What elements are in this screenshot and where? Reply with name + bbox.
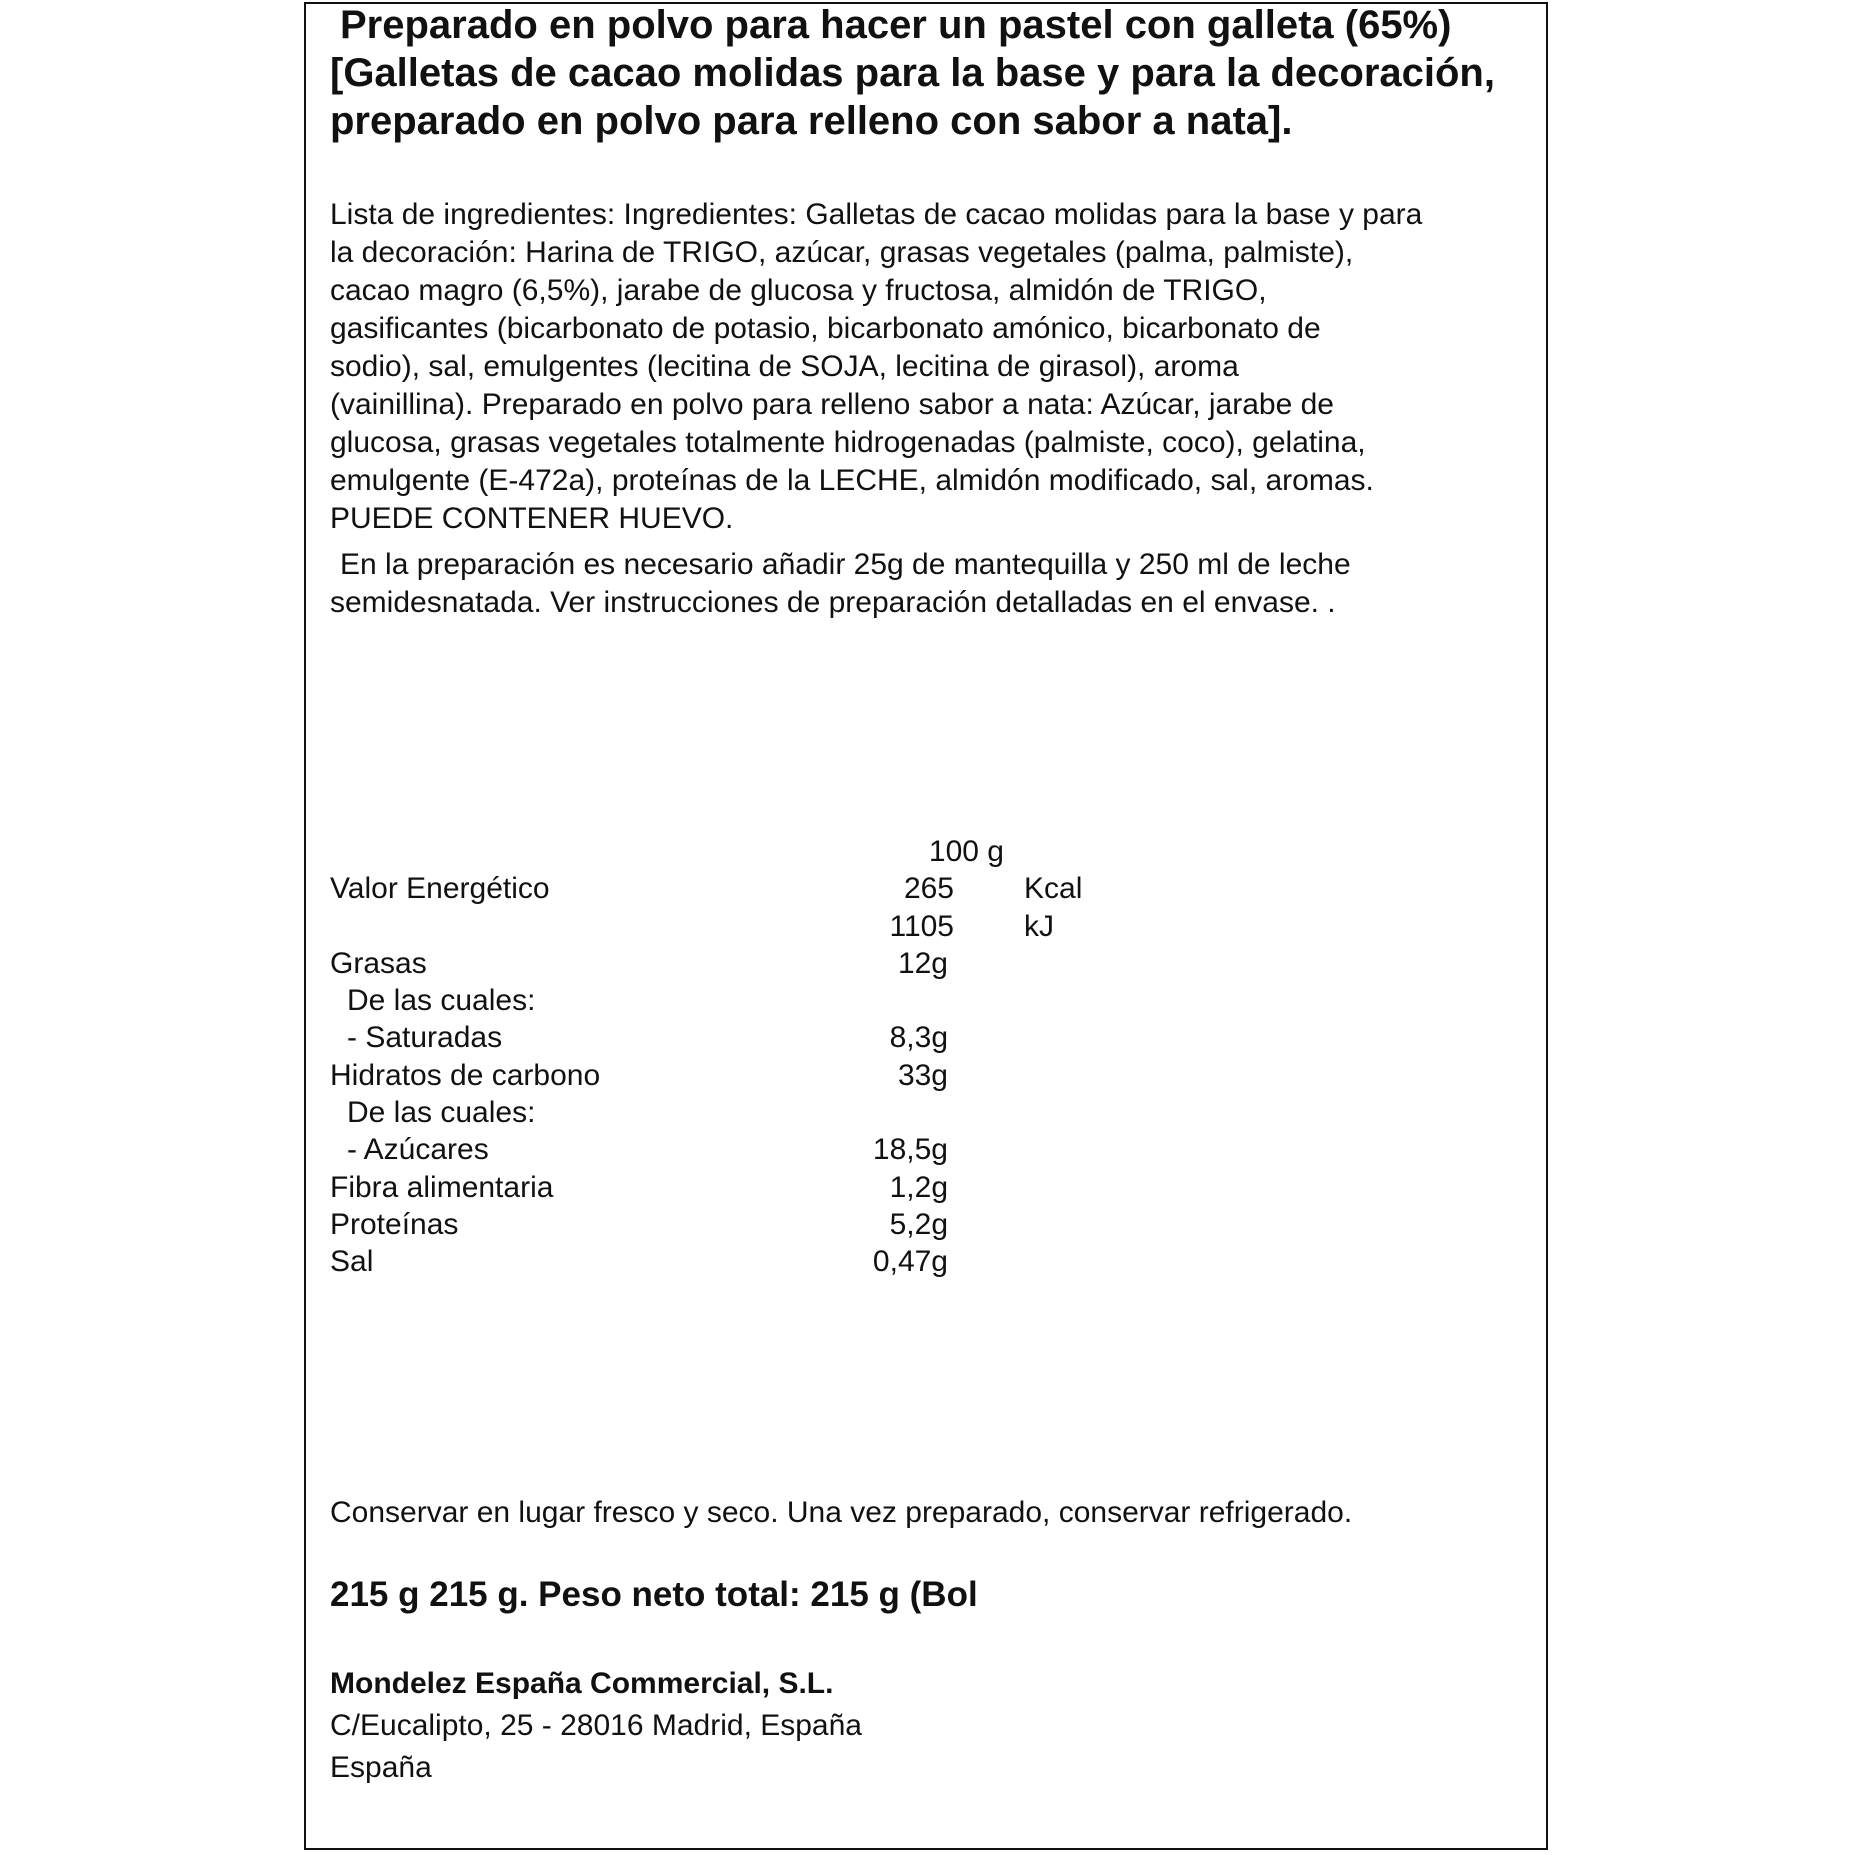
ingredients-line: la decoración: Harina de TRIGO, azúcar, grasas vegetales (palma, palmiste), xyxy=(330,236,1354,269)
product-title xyxy=(330,1,1540,145)
net-weight: 215 g 215 g. Peso neto total: 215 g (Bol xyxy=(330,1575,978,1614)
nutrient-value: 1,2g xyxy=(889,1170,948,1204)
nutrition-row xyxy=(330,1243,1130,1280)
preparation-line: semidesnatada. Ver instrucciones de preparación detalladas en el envase. . xyxy=(330,586,1336,619)
nutrition-row xyxy=(330,1206,1130,1243)
nutrition-row-energy-kcal xyxy=(330,870,1130,907)
title-line-2: [Galletas de cacao molidas para la base y para la decoración, xyxy=(330,51,1495,95)
nutrition-row xyxy=(330,1094,1130,1131)
nutrition-header-row xyxy=(330,833,1130,870)
energy-kj-unit: kJ xyxy=(1024,909,1054,943)
nutrient-label: - Saturadas xyxy=(347,1021,503,1055)
energy-kcal-value: 265 xyxy=(903,872,954,906)
energy-kcal-unit: Kcal xyxy=(1024,872,1083,906)
ingredients-line: sodio), sal, emulgentes (lecitina de SOJA, lecitina de girasol), aroma xyxy=(330,350,1239,383)
nutrition-row xyxy=(330,982,1130,1019)
nutrient-label: De las cuales: xyxy=(347,984,536,1018)
nutrient-label: De las cuales: xyxy=(347,1096,536,1130)
nutrition-row xyxy=(330,1057,1130,1094)
energy-label: Valor Energético xyxy=(330,872,550,906)
storage-instructions: Conservar en lugar fresco y seco. Una vez preparado, conservar refrigerado. xyxy=(330,1496,1353,1529)
company-country: España xyxy=(330,1751,432,1784)
ingredients-line: (vainillina). Preparado en polvo para relleno sabor a nata: Azúcar, jarabe de xyxy=(330,388,1334,421)
nutrition-header: 100 g xyxy=(928,835,1004,868)
nutrition-row xyxy=(330,1019,1130,1056)
company-address: C/Eucalipto, 25 - 28016 Madrid, España xyxy=(330,1709,862,1742)
ingredients-line: emulgente (E-472a), proteínas de la LECHE, almidón modificado, sal, aromas. xyxy=(330,464,1374,497)
nutrient-value: 8,3g xyxy=(889,1021,948,1055)
ingredients-line: Lista de ingredientes: Ingredientes: Galletas de cacao molidas para la base y para xyxy=(330,198,1423,231)
nutrient-value: 5,2g xyxy=(889,1207,948,1241)
nutrient-label: Proteínas xyxy=(330,1207,459,1241)
company-info xyxy=(330,1663,862,1789)
nutrition-row-energy-kj xyxy=(330,908,1130,945)
nutrient-value: 12g xyxy=(897,946,948,980)
nutrient-value: 18,5g xyxy=(872,1133,948,1167)
title-line-1: Preparado en polvo para hacer un pastel con galleta (65%) xyxy=(340,3,1452,47)
nutrient-label: Hidratos de carbono xyxy=(330,1058,601,1092)
nutrition-table xyxy=(330,833,1130,1281)
nutrient-label: Sal xyxy=(330,1245,374,1279)
nutrition-row xyxy=(330,1131,1130,1168)
nutrient-value: 33g xyxy=(897,1058,948,1092)
allergen-warning: PUEDE CONTENER HUEVO. xyxy=(330,502,734,535)
nutrition-row xyxy=(330,1169,1130,1206)
title-line-3: preparado en polvo para relleno con sabor a nata]. xyxy=(330,99,1293,143)
nutrient-label: - Azúcares xyxy=(347,1133,489,1167)
ingredients-line: glucosa, grasas vegetales totalmente hidrogenadas (palmiste, coco), gelatina, xyxy=(330,426,1366,459)
nutrient-value: 0,47g xyxy=(872,1245,948,1279)
energy-kj-value: 1105 xyxy=(889,909,954,943)
company-name: Mondelez España Commercial, S.L. xyxy=(330,1667,834,1700)
nutrient-label: Fibra alimentaria xyxy=(330,1170,554,1204)
nutrient-label: Grasas xyxy=(330,946,427,980)
preparation-line: En la preparación es necesario añadir 25g de mantequilla y 250 ml de leche xyxy=(340,548,1351,581)
nutrition-row xyxy=(330,945,1130,982)
ingredients-line: cacao magro (6,5%), jarabe de glucosa y fructosa, almidón de TRIGO, xyxy=(330,274,1267,307)
ingredients-line: gasificantes (bicarbonato de potasio, bicarbonato amónico, bicarbonato de xyxy=(330,312,1321,345)
ingredients-list xyxy=(330,196,1530,538)
preparation-note xyxy=(330,546,1530,622)
